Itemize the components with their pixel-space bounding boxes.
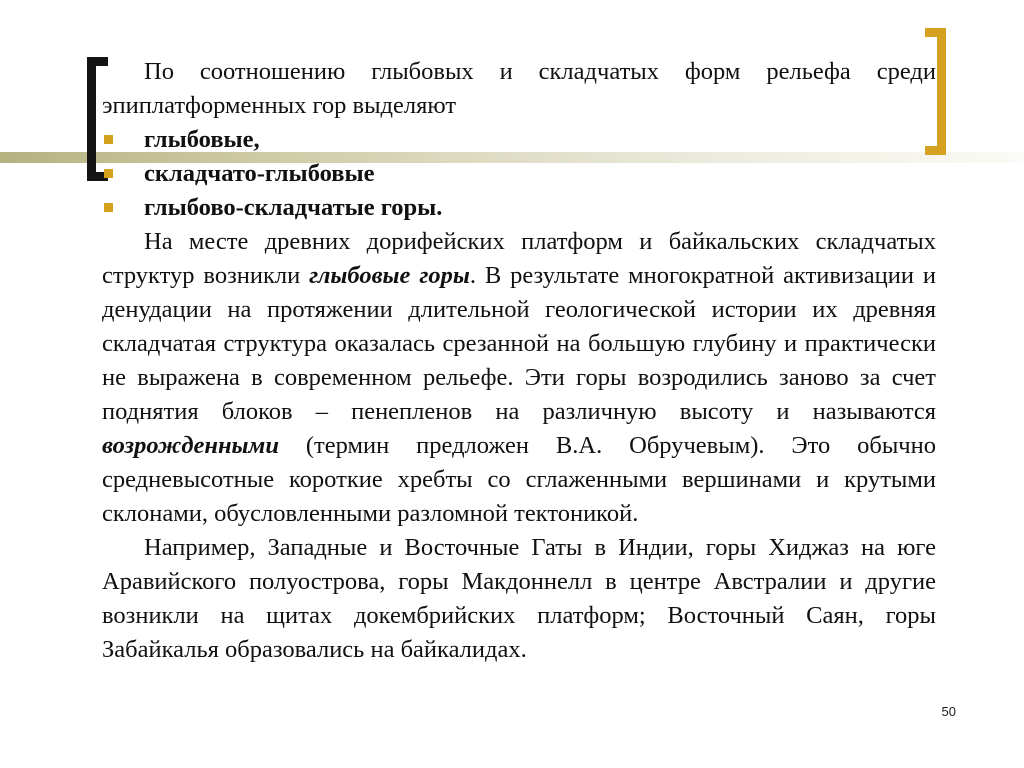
text-run: . В результате многократной активизации и денудации на протяжении длительной геологической истории их древняя складчатая структура оказалась срезанной на большую глубину и практически не выражена в современном рельефе. Эти горы возродились заново за счет поднятия блоков – пенепленов на различную высоту и называются (102, 262, 936, 425)
text-run: На месте древних дорифейских платформ и байкальских складчатых структур возникли (102, 228, 936, 289)
term-block-mountains: глыбовые горы (309, 262, 470, 289)
square-bullet-icon (104, 169, 113, 178)
square-bullet-icon (104, 135, 113, 144)
intro-paragraph: По соотношению глыбовых и складчатых форм рельефа среди эпиплатформенных гор выделяют (102, 58, 936, 119)
bullet-label: глыбово-складчатые горы. (144, 194, 443, 221)
bullet-item (102, 191, 936, 225)
bullet-item (102, 157, 936, 191)
bullet-item (102, 123, 936, 157)
body-paragraph-block-mountains (102, 225, 936, 531)
bullet-list (102, 123, 936, 225)
page-number: 50 (941, 704, 956, 719)
square-bullet-icon (104, 203, 113, 212)
bullet-label: складчато-глыбовые (144, 160, 375, 187)
term-revived: возрожденными (102, 432, 279, 459)
slide-content (102, 55, 936, 667)
bullet-label: глыбовые, (144, 126, 260, 153)
text-run: (термин предложен В.А. Обручевым). Это обычно средневысотные короткие хребты со сглаженными вершинами и крутыми склонами, обусловленными разломной тектоникой. (102, 432, 936, 527)
body-paragraph-examples: Например, Западные и Восточные Гаты в Индии, горы Хиджаз на юге Аравийского полуострова, горы Макдоннелл в центре Австралии и другие возникли на щитах докембрийских платформ; Восточный Саян, горы Забайкалья образовались на байкалидах. (102, 534, 936, 663)
